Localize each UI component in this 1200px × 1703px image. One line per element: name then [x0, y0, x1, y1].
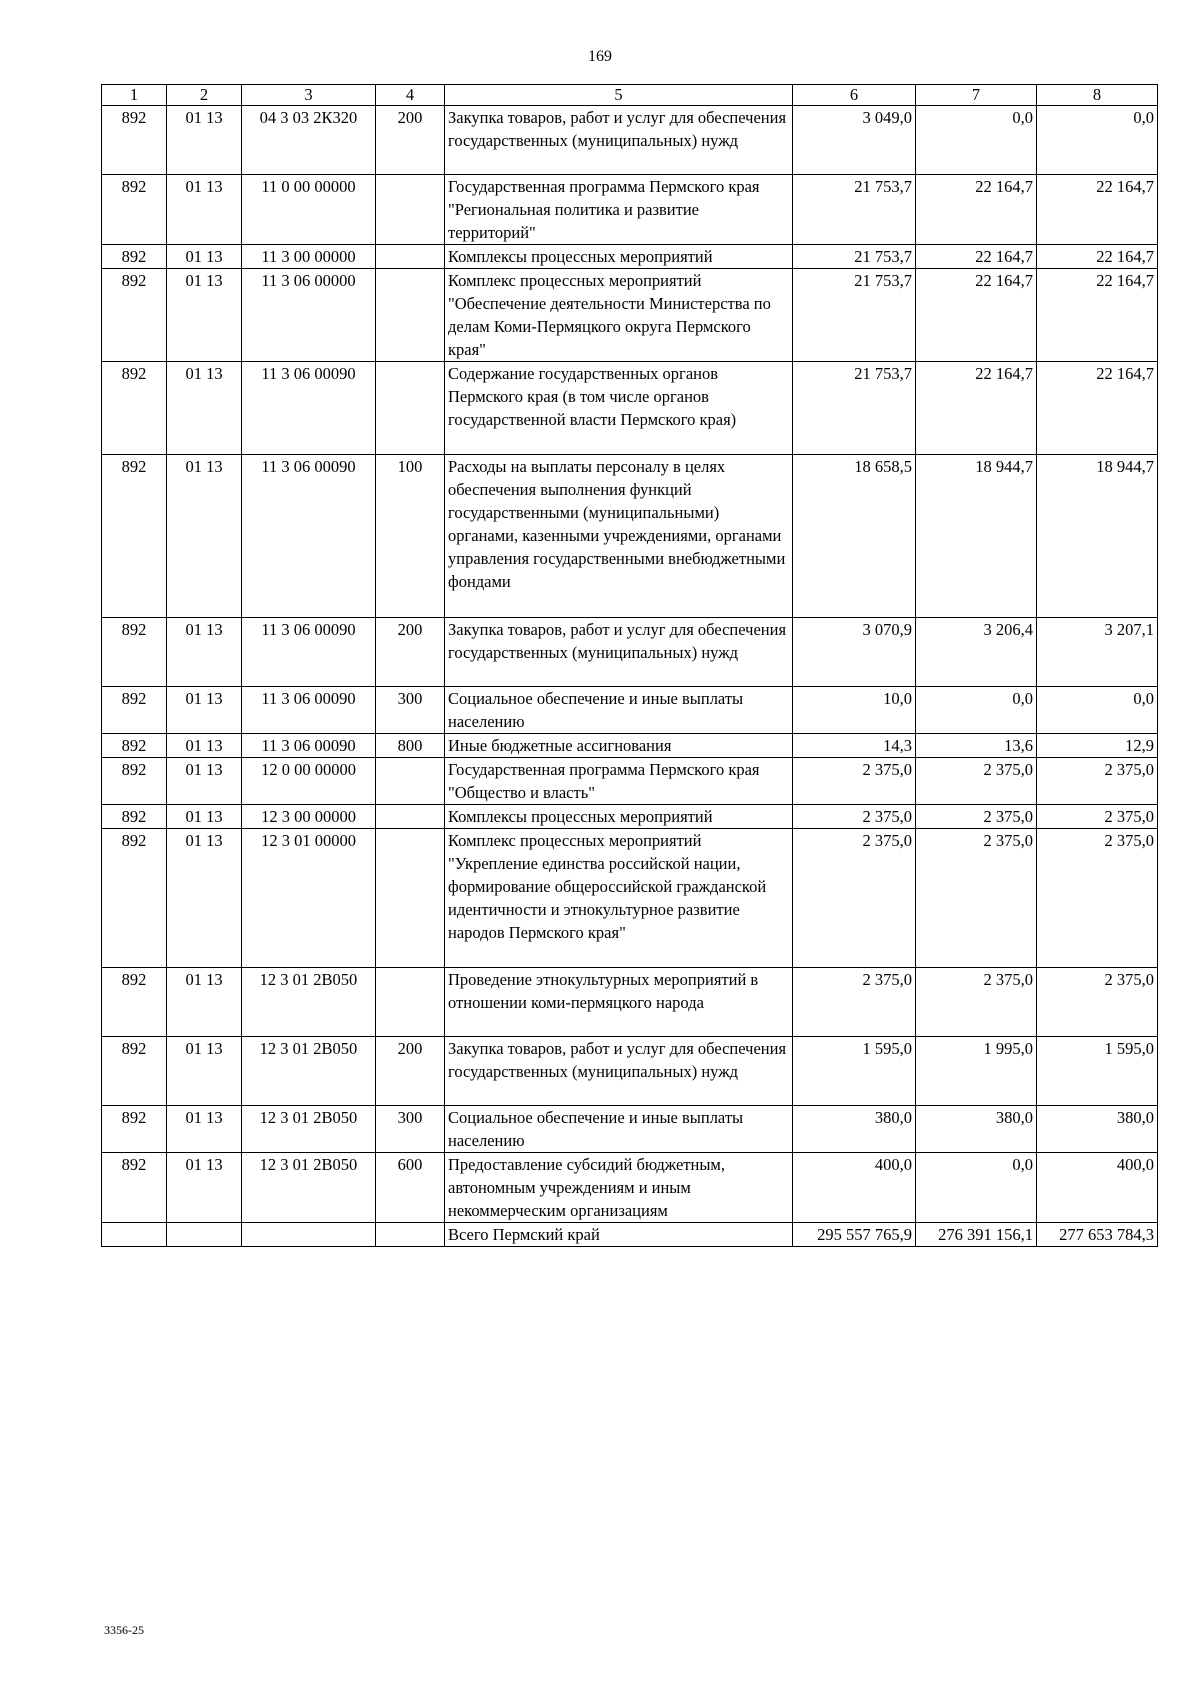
cell-amount-year-3: 2 375,0	[1037, 805, 1158, 829]
cell-expense-type: 200	[376, 106, 445, 175]
cell-expense-type	[376, 805, 445, 829]
cell-amount-year-3: 380,0	[1037, 1106, 1158, 1153]
cell-expense-type	[376, 245, 445, 269]
cell-section: 01 13	[167, 106, 242, 175]
cell-amount-year-2: 0,0	[916, 1153, 1037, 1223]
cell-section: 01 13	[167, 455, 242, 618]
cell-amount-year-1: 2 375,0	[793, 829, 916, 968]
cell-section: 01 13	[167, 1106, 242, 1153]
cell-amount-year-2: 1 995,0	[916, 1037, 1037, 1106]
cell-target-article: 12 0 00 00000	[242, 758, 376, 805]
cell-amount-year-1: 400,0	[793, 1153, 916, 1223]
cell-amount-year-3: 0,0	[1037, 687, 1158, 734]
cell-target-article: 11 3 06 00090	[242, 687, 376, 734]
header-col-3: 3	[242, 85, 376, 106]
cell-amount-year-1: 21 753,7	[793, 245, 916, 269]
cell-admin-code: 892	[102, 618, 167, 687]
cell-section: 01 13	[167, 1037, 242, 1106]
cell-name: Социальное обеспечение и иные выплаты населению	[445, 1106, 793, 1153]
total-amount-year-3: 277 653 784,3	[1037, 1223, 1158, 1247]
cell-amount-year-3: 22 164,7	[1037, 245, 1158, 269]
cell-section: 01 13	[167, 175, 242, 245]
budget-table	[101, 84, 1158, 1247]
cell-expense-type: 200	[376, 1037, 445, 1106]
cell-name: Закупка товаров, работ и услуг для обеспечения государственных (муниципальных) нужд	[445, 618, 793, 687]
header-col-7: 7	[916, 85, 1037, 106]
cell-expense-type: 600	[376, 1153, 445, 1223]
cell-target-article: 12 3 01 2В050	[242, 1037, 376, 1106]
total-amount-year-1: 295 557 765,9	[793, 1223, 916, 1247]
cell-expense-type	[376, 1223, 445, 1247]
cell-expense-type	[376, 968, 445, 1037]
cell-section	[167, 1223, 242, 1247]
cell-expense-type	[376, 829, 445, 968]
cell-amount-year-3: 22 164,7	[1037, 269, 1158, 362]
cell-name: Комплекс процессных мероприятий "Обеспечение деятельности Министерства по делам Коми-Пермяцкого округа Пермского края"	[445, 269, 793, 362]
cell-amount-year-1: 10,0	[793, 687, 916, 734]
cell-admin-code	[102, 1223, 167, 1247]
total-label: Всего Пермский край	[445, 1223, 793, 1247]
table-row	[102, 1153, 1158, 1223]
cell-amount-year-2: 13,6	[916, 734, 1037, 758]
cell-section: 01 13	[167, 734, 242, 758]
cell-name: Закупка товаров, работ и услуг для обеспечения государственных (муниципальных) нужд	[445, 106, 793, 175]
cell-expense-type: 300	[376, 687, 445, 734]
cell-section: 01 13	[167, 269, 242, 362]
cell-amount-year-2: 22 164,7	[916, 175, 1037, 245]
cell-name: Предоставление субсидий бюджетным, автономным учреждениям и иным некоммерческим организациям	[445, 1153, 793, 1223]
header-row	[102, 85, 1158, 106]
header-col-6: 6	[793, 85, 916, 106]
cell-target-article: 11 3 06 00090	[242, 455, 376, 618]
table-row	[102, 968, 1158, 1037]
cell-amount-year-1: 14,3	[793, 734, 916, 758]
cell-target-article: 12 3 01 00000	[242, 829, 376, 968]
cell-name: Комплекс процессных мероприятий "Укрепление единства российской нации, формирование общероссийской гражданской идентичности и этнокультурное развитие народов Пермского края"	[445, 829, 793, 968]
cell-amount-year-1: 21 753,7	[793, 269, 916, 362]
cell-name: Закупка товаров, работ и услуг для обеспечения государственных (муниципальных) нужд	[445, 1037, 793, 1106]
table-row	[102, 618, 1158, 687]
cell-amount-year-2: 0,0	[916, 106, 1037, 175]
cell-admin-code: 892	[102, 362, 167, 455]
table-row	[102, 269, 1158, 362]
cell-target-article: 12 3 01 2В050	[242, 968, 376, 1037]
cell-section: 01 13	[167, 687, 242, 734]
table-row	[102, 758, 1158, 805]
cell-target-article: 12 3 00 00000	[242, 805, 376, 829]
total-row	[102, 1223, 1158, 1247]
cell-admin-code: 892	[102, 1106, 167, 1153]
header-col-4: 4	[376, 85, 445, 106]
cell-section: 01 13	[167, 245, 242, 269]
cell-target-article: 11 3 06 00090	[242, 618, 376, 687]
table-row	[102, 245, 1158, 269]
cell-admin-code: 892	[102, 269, 167, 362]
cell-target-article: 12 3 01 2В050	[242, 1106, 376, 1153]
table-row	[102, 106, 1158, 175]
cell-admin-code: 892	[102, 805, 167, 829]
table-row	[102, 1106, 1158, 1153]
cell-amount-year-2: 2 375,0	[916, 829, 1037, 968]
page-number: 169	[588, 48, 612, 65]
cell-name: Проведение этнокультурных мероприятий в отношении коми-пермяцкого народа	[445, 968, 793, 1037]
cell-expense-type	[376, 362, 445, 455]
cell-amount-year-2: 0,0	[916, 687, 1037, 734]
cell-target-article: 04 3 03 2К320	[242, 106, 376, 175]
cell-amount-year-1: 21 753,7	[793, 362, 916, 455]
cell-amount-year-2: 22 164,7	[916, 269, 1037, 362]
cell-admin-code: 892	[102, 1037, 167, 1106]
cell-section: 01 13	[167, 829, 242, 968]
cell-admin-code: 892	[102, 687, 167, 734]
cell-amount-year-1: 380,0	[793, 1106, 916, 1153]
cell-expense-type: 300	[376, 1106, 445, 1153]
cell-expense-type: 100	[376, 455, 445, 618]
header-col-1: 1	[102, 85, 167, 106]
cell-name: Государственная программа Пермского края "Общество и власть"	[445, 758, 793, 805]
cell-amount-year-2: 2 375,0	[916, 805, 1037, 829]
cell-amount-year-2: 2 375,0	[916, 968, 1037, 1037]
cell-amount-year-1: 21 753,7	[793, 175, 916, 245]
table-row	[102, 362, 1158, 455]
cell-name: Содержание государственных органов Пермского края (в том числе органов государственной власти Пермского края)	[445, 362, 793, 455]
cell-section: 01 13	[167, 968, 242, 1037]
cell-amount-year-2: 22 164,7	[916, 245, 1037, 269]
cell-target-article	[242, 1223, 376, 1247]
cell-section: 01 13	[167, 362, 242, 455]
cell-admin-code: 892	[102, 1153, 167, 1223]
cell-amount-year-3: 2 375,0	[1037, 968, 1158, 1037]
cell-amount-year-1: 18 658,5	[793, 455, 916, 618]
cell-name: Комплексы процессных мероприятий	[445, 245, 793, 269]
table-row	[102, 734, 1158, 758]
cell-amount-year-3: 3 207,1	[1037, 618, 1158, 687]
cell-expense-type: 200	[376, 618, 445, 687]
cell-admin-code: 892	[102, 829, 167, 968]
cell-target-article: 11 0 00 00000	[242, 175, 376, 245]
cell-amount-year-2: 3 206,4	[916, 618, 1037, 687]
total-amount-year-2: 276 391 156,1	[916, 1223, 1037, 1247]
cell-target-article: 11 3 00 00000	[242, 245, 376, 269]
header-col-8: 8	[1037, 85, 1158, 106]
cell-amount-year-1: 3 070,9	[793, 618, 916, 687]
cell-admin-code: 892	[102, 175, 167, 245]
cell-admin-code: 892	[102, 455, 167, 618]
cell-expense-type: 800	[376, 734, 445, 758]
cell-name: Социальное обеспечение и иные выплаты населению	[445, 687, 793, 734]
header-col-2: 2	[167, 85, 242, 106]
cell-amount-year-3: 0,0	[1037, 106, 1158, 175]
cell-amount-year-1: 2 375,0	[793, 758, 916, 805]
cell-section: 01 13	[167, 805, 242, 829]
cell-amount-year-3: 18 944,7	[1037, 455, 1158, 618]
cell-amount-year-1: 3 049,0	[793, 106, 916, 175]
cell-target-article: 11 3 06 00000	[242, 269, 376, 362]
table-row	[102, 829, 1158, 968]
cell-name: Комплексы процессных мероприятий	[445, 805, 793, 829]
table-row	[102, 687, 1158, 734]
cell-amount-year-3: 400,0	[1037, 1153, 1158, 1223]
table-row	[102, 175, 1158, 245]
cell-amount-year-2: 2 375,0	[916, 758, 1037, 805]
cell-amount-year-3: 22 164,7	[1037, 175, 1158, 245]
cell-amount-year-3: 22 164,7	[1037, 362, 1158, 455]
header-col-5: 5	[445, 85, 793, 106]
cell-amount-year-1: 1 595,0	[793, 1037, 916, 1106]
cell-section: 01 13	[167, 1153, 242, 1223]
table-row	[102, 1037, 1158, 1106]
cell-name: Иные бюджетные ассигнования	[445, 734, 793, 758]
cell-amount-year-2: 380,0	[916, 1106, 1037, 1153]
cell-amount-year-3: 2 375,0	[1037, 829, 1158, 968]
cell-expense-type	[376, 269, 445, 362]
cell-amount-year-3: 12,9	[1037, 734, 1158, 758]
cell-amount-year-2: 22 164,7	[916, 362, 1037, 455]
cell-target-article: 11 3 06 00090	[242, 734, 376, 758]
cell-name: Расходы на выплаты персоналу в целях обеспечения выполнения функций государственными (муниципальными) органами, казенными учреждениями, органами управления государственными внебюджетными фондами	[445, 455, 793, 618]
cell-admin-code: 892	[102, 968, 167, 1037]
cell-amount-year-3: 1 595,0	[1037, 1037, 1158, 1106]
table-row	[102, 455, 1158, 618]
cell-section: 01 13	[167, 758, 242, 805]
cell-name: Государственная программа Пермского края "Региональная политика и развитие территорий"	[445, 175, 793, 245]
cell-target-article: 12 3 01 2В050	[242, 1153, 376, 1223]
cell-amount-year-2: 18 944,7	[916, 455, 1037, 618]
cell-section: 01 13	[167, 618, 242, 687]
cell-admin-code: 892	[102, 106, 167, 175]
cell-target-article: 11 3 06 00090	[242, 362, 376, 455]
cell-expense-type	[376, 175, 445, 245]
cell-admin-code: 892	[102, 734, 167, 758]
cell-admin-code: 892	[102, 245, 167, 269]
document-code: 3356-25	[104, 1623, 144, 1637]
cell-admin-code: 892	[102, 758, 167, 805]
table-row	[102, 805, 1158, 829]
cell-amount-year-1: 2 375,0	[793, 805, 916, 829]
cell-amount-year-1: 2 375,0	[793, 968, 916, 1037]
cell-amount-year-3: 2 375,0	[1037, 758, 1158, 805]
cell-expense-type	[376, 758, 445, 805]
